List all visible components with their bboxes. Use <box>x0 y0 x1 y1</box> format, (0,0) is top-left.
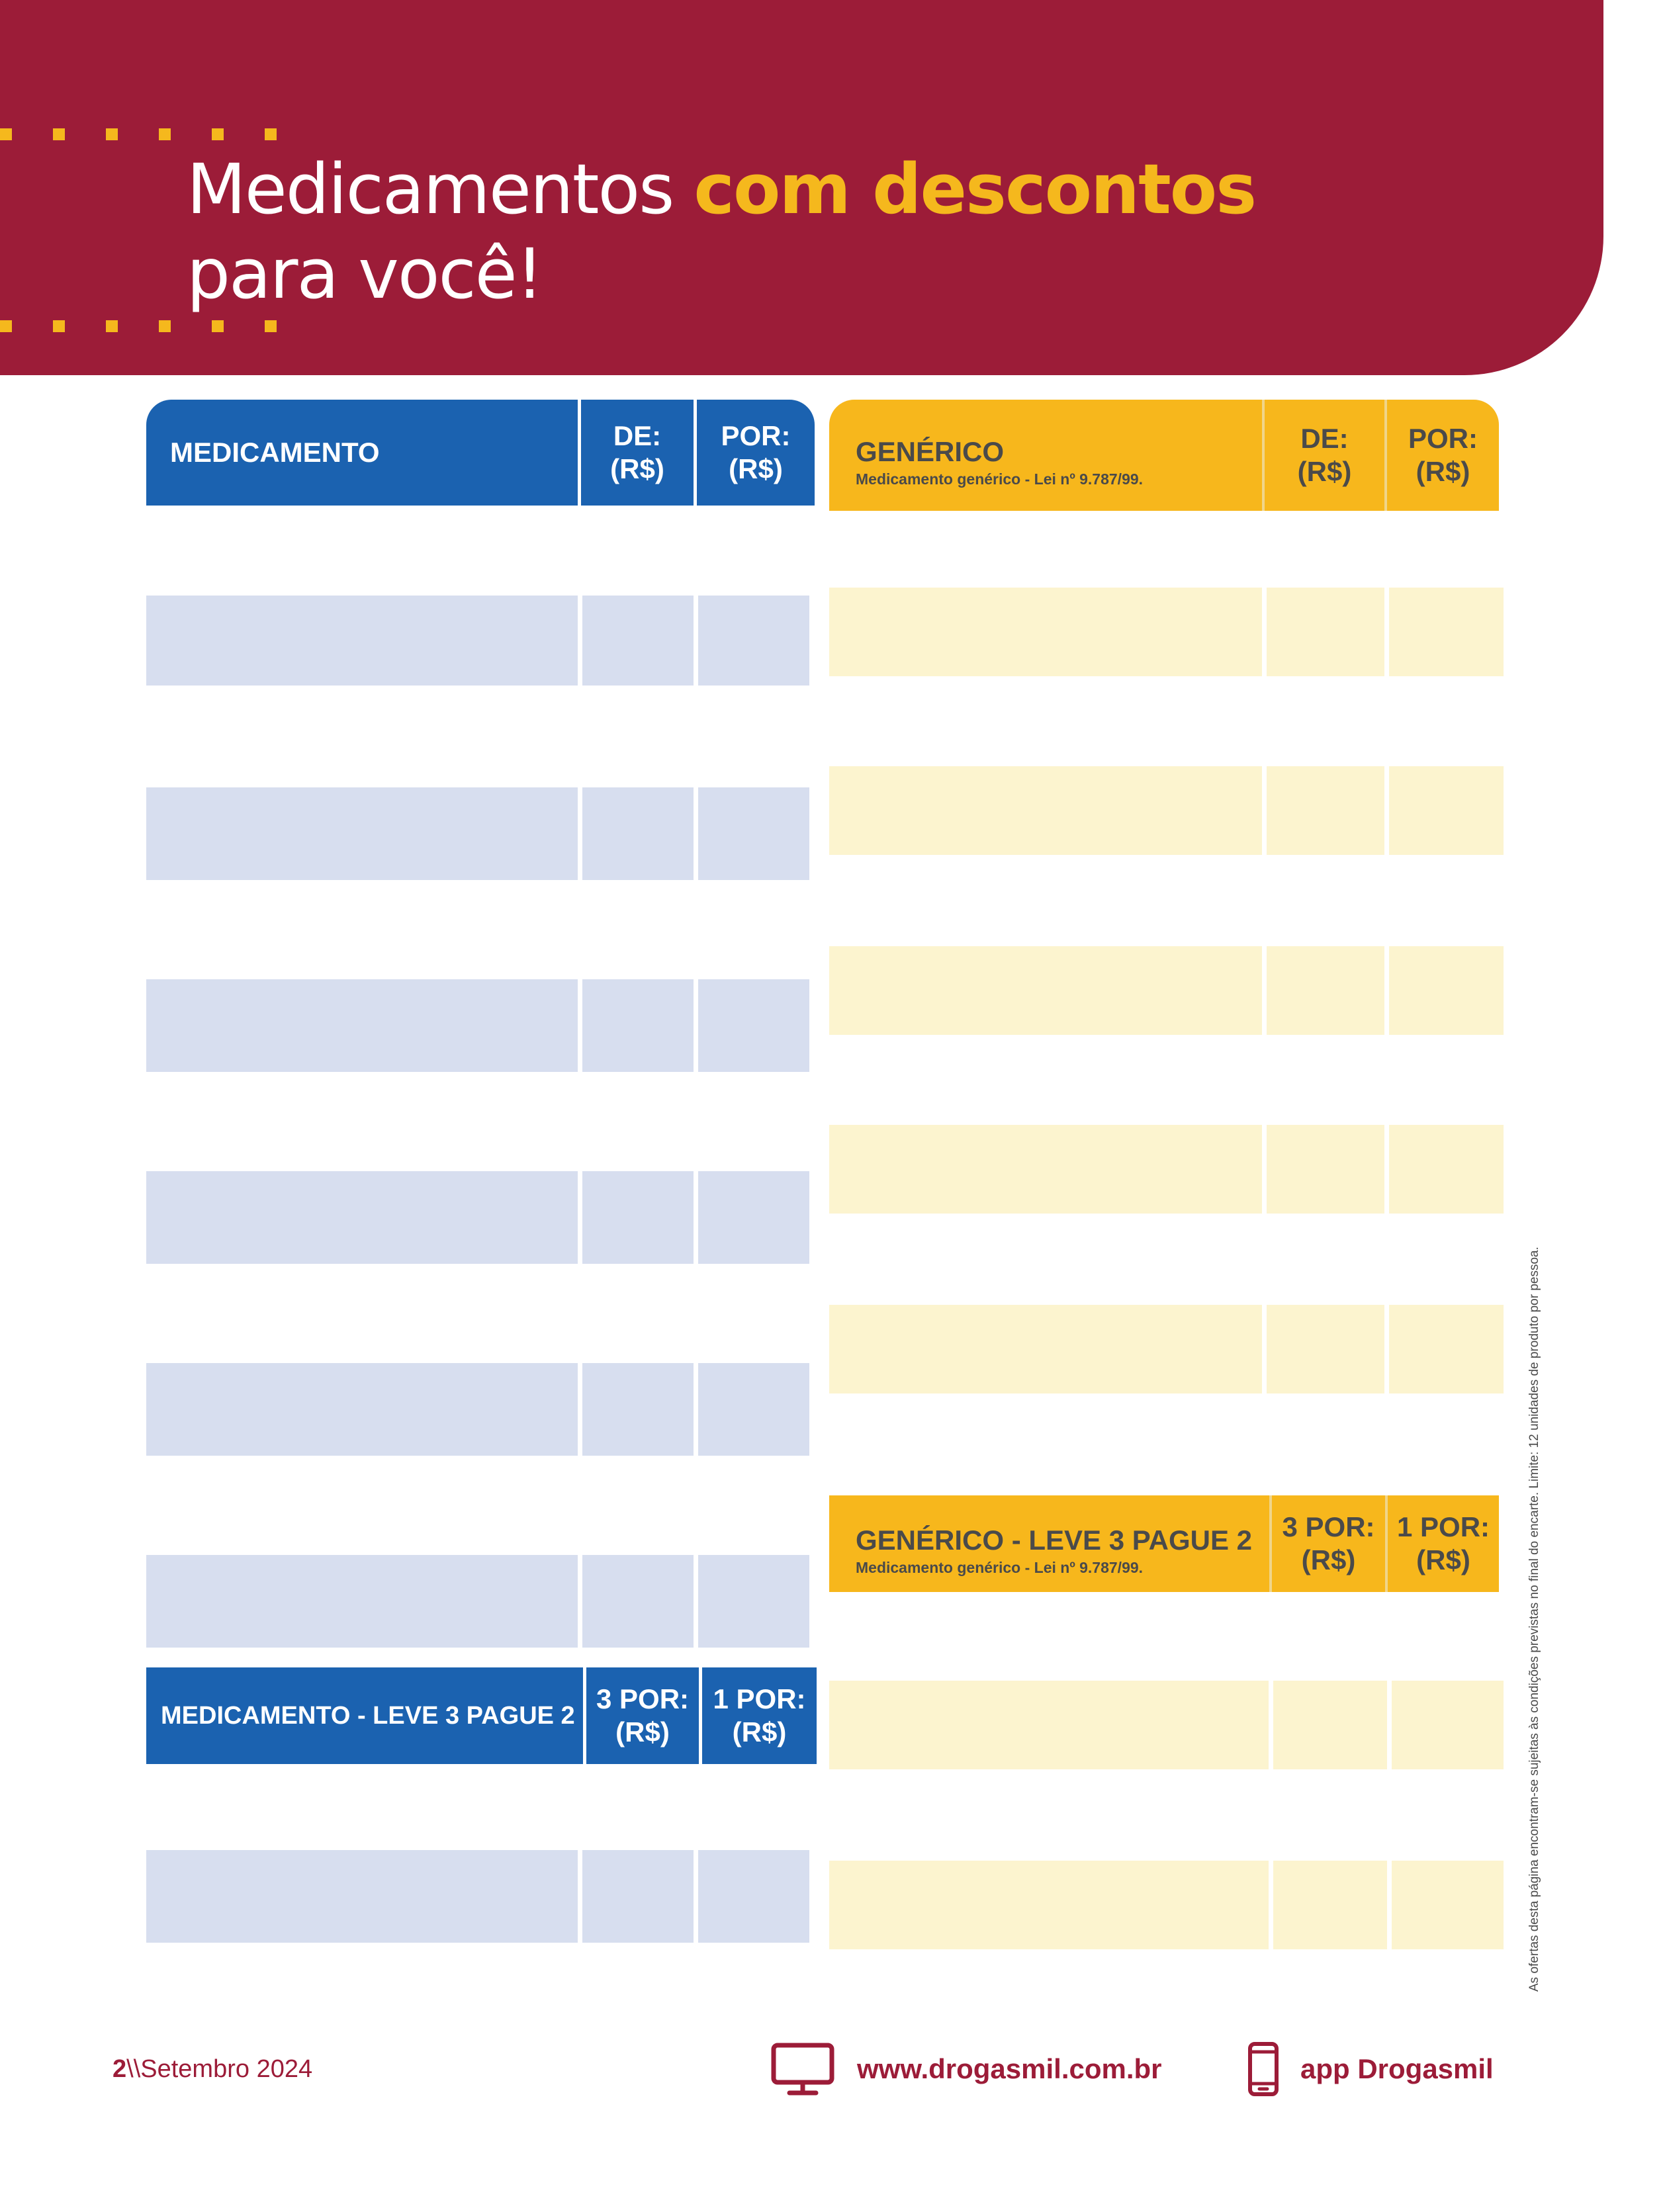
footer-website[interactable] <box>771 2049 1162 2089</box>
generico-header-name <box>829 400 1262 511</box>
decorative-dots-bottom <box>0 320 277 332</box>
generico-leve3-table-header <box>829 1495 1499 1592</box>
table-row <box>829 588 1504 676</box>
table-row <box>829 1125 1504 1214</box>
col-de-label: DE: <box>1300 423 1349 454</box>
page-number: 2 <box>112 2055 127 2083</box>
table-row <box>146 1555 809 1648</box>
generico-col-de <box>1262 400 1384 511</box>
smartphone-icon <box>1247 2041 1279 2097</box>
generico-title: GENÉRICO <box>856 435 1005 467</box>
table-row <box>146 1850 809 1943</box>
table-row <box>146 979 809 1072</box>
col-3por-unit: (R$) <box>1301 1544 1356 1575</box>
table-row <box>146 596 809 686</box>
medicamento-col-de <box>578 400 694 506</box>
col-1por-unit: (R$) <box>732 1716 787 1747</box>
col-por-label: POR: <box>1408 423 1478 454</box>
medicamento-leve3-col-3por <box>583 1667 699 1764</box>
table-row <box>829 946 1504 1035</box>
title-line2: para você! <box>187 234 543 314</box>
medicamento-leve3-title: MEDICAMENTO - LEVE 3 PAGUE 2 <box>161 1701 575 1730</box>
footer-app[interactable] <box>1247 2049 1494 2089</box>
header-banner <box>0 0 1603 375</box>
col-de-label: DE: <box>613 420 662 451</box>
title-normal: Medicamentos <box>187 149 694 230</box>
col-de-unit: (R$) <box>1297 456 1352 487</box>
generico-leve3-subtitle: Medicamento genérico - Lei nº 9.787/99. <box>856 1558 1144 1576</box>
website-link[interactable]: www.drogasmil.com.br <box>857 2053 1162 2084</box>
col-por-unit: (R$) <box>729 453 783 484</box>
app-link[interactable]: app Drogasmil <box>1300 2053 1494 2084</box>
table-row <box>829 1305 1504 1394</box>
title-highlight: com descontos <box>694 149 1256 230</box>
generico-col-por <box>1384 400 1499 511</box>
medicamento-leve3-col-1por <box>699 1667 817 1764</box>
decorative-dots-top <box>0 128 277 140</box>
col-de-unit: (R$) <box>610 453 664 484</box>
medicamento-col-por <box>694 400 815 506</box>
col-por-unit: (R$) <box>1416 456 1470 487</box>
table-row <box>146 1363 809 1456</box>
page-separator: \\ <box>126 2055 141 2083</box>
page-title <box>187 147 1255 316</box>
col-3por-label: 3 POR: <box>1282 1511 1375 1542</box>
generico-table-header <box>829 400 1499 511</box>
medicamento-title: MEDICAMENTO <box>170 437 380 468</box>
table-row <box>146 1171 809 1264</box>
generico-leve3-header-name <box>829 1495 1269 1592</box>
table-row <box>829 1861 1504 1949</box>
table-row <box>829 766 1504 855</box>
generico-subtitle: Medicamento genérico - Lei nº 9.787/99. <box>856 470 1144 488</box>
medicamento-leve3-header-name <box>146 1667 583 1764</box>
medicamento-header-name <box>146 400 578 506</box>
medicamento-table-header <box>146 400 815 506</box>
table-row <box>146 787 809 880</box>
footer-page-info <box>112 2049 312 2089</box>
col-1por-unit: (R$) <box>1416 1544 1470 1575</box>
edition-date: Setembro 2024 <box>140 2055 313 2083</box>
col-3por-unit: (R$) <box>615 1716 670 1747</box>
offer-conditions-note: As ofertas desta página encontram-se sujeitas às condições previstas no final do encarte. Limite: 12 unidades de produto por pessoa. <box>1527 1247 1541 1992</box>
col-1por-label: 1 POR: <box>713 1683 806 1714</box>
col-por-label: POR: <box>721 420 791 451</box>
col-1por-label: 1 POR: <box>1396 1511 1490 1542</box>
col-3por-label: 3 POR: <box>596 1683 690 1714</box>
monitor-icon <box>771 2043 834 2096</box>
table-row <box>829 1681 1504 1769</box>
medicamento-leve3-table-header <box>146 1667 817 1764</box>
generico-leve3-col-1por <box>1385 1495 1499 1592</box>
generico-leve3-col-3por <box>1269 1495 1385 1592</box>
generico-leve3-title: GENÉRICO - LEVE 3 PAGUE 2 <box>856 1524 1253 1556</box>
